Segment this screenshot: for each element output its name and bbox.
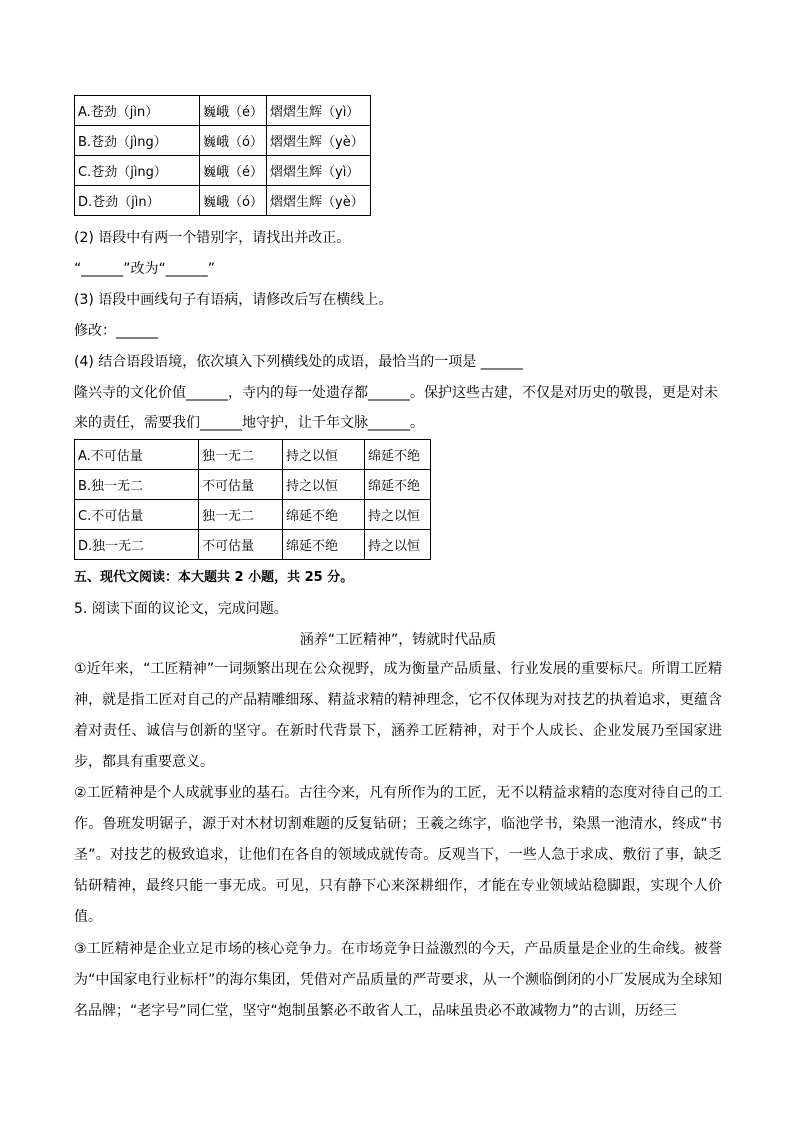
q4-option-a-cell-2: 独一无二	[199, 440, 283, 470]
option-b-cell-1: B.苍劲（jìng）	[75, 126, 200, 156]
q4-option-a-cell-3: 持之以恒	[283, 440, 365, 470]
option-d-cell-2: 巍峨（ó）	[200, 186, 267, 216]
article-paragraph-3: ③工匠精神是企业立足市场的核心竞争力。在市场竞争日益激烈的今天，产品质量是企业的生命线。被誉为“中国家电行业标杆”的海尔集团，凭借对产品质量的严苛要求，从一个濒临倒闭的小厂发展成为全球知名品牌；“老字号”同仁堂，坚守“炮制虽繁必不敢省人工，品味虽贵必不敢减物力”的古训，历经三	[74, 941, 722, 1019]
option-a-cell-1: A.苍劲（jìn）	[75, 96, 200, 126]
table-row	[75, 156, 371, 186]
section-5-heading: 五、现代文阅读：本大题共 2 小题，共 25 分。	[74, 570, 354, 585]
q4-option-c-cell-3: 绵延不绝	[283, 500, 365, 530]
q4-option-c-cell-4: 持之以恒	[365, 500, 431, 530]
option-c-cell-3: 熠熠生辉（yì）	[267, 156, 371, 186]
q4-option-d-cell-2: 不可估量	[199, 530, 283, 560]
article-paragraph-1: ①近年来，“工匠精神”一词频繁出现在公众视野，成为衡量产品质量、行业发展的重要标尺。所谓工匠精神，就是指工匠对自己的产品精雕细琢、精益求精的精神理念，它不仅体现为对技艺的执着追求，更蕴含着对责任、诚信与创新的坚守。在新时代背景下，涵养工匠精神，对于个人成长、企业发展乃至国家进步，都具有重要意义。	[74, 661, 722, 770]
table-row	[75, 96, 371, 126]
option-a-cell-2: 巍峨（é）	[200, 96, 267, 126]
q4-option-c-cell-1: C.不可估量	[75, 500, 199, 530]
option-c-cell-1: C.苍劲（jìng）	[75, 156, 200, 186]
q4-option-d-cell-3: 绵延不绝	[283, 530, 365, 560]
table-row	[75, 500, 431, 530]
q4-option-d-cell-4: 持之以恒	[365, 530, 431, 560]
q4-option-b-cell-3: 持之以恒	[283, 470, 365, 500]
option-c-cell-2: 巍峨（é）	[200, 156, 267, 186]
table-row	[75, 530, 431, 560]
q4-option-a-cell-1: A.不可估量	[75, 440, 199, 470]
option-d-cell-3: 熠熠生辉（yè）	[267, 186, 371, 216]
option-d-cell-1: D.苍劲（jìn）	[75, 186, 200, 216]
q1-options-table	[74, 95, 371, 216]
option-b-cell-3: 熠熠生辉（yè）	[267, 126, 371, 156]
table-row	[75, 440, 431, 470]
q5-intro: 5. 阅读下面的议论文，完成问题。	[74, 601, 288, 617]
table-row	[75, 126, 371, 156]
table-row	[75, 470, 431, 500]
q4-option-b-cell-1: B.独一无二	[75, 470, 199, 500]
q3-prompt: (3) 语段中画线句子有语病，请修改后写在横线上。	[74, 292, 393, 308]
q4-option-b-cell-4: 绵延不绝	[365, 470, 431, 500]
q4-option-b-cell-2: 不可估量	[199, 470, 283, 500]
q4-context-line-2: 来的责任，需要我们______地守护，让千年文脉______。	[74, 415, 424, 431]
q2-answer-line: “______”改为“______”	[74, 261, 216, 277]
q3-answer-line: 修改：______	[74, 323, 158, 339]
q4-option-a-cell-4: 绵延不绝	[365, 440, 431, 470]
q4-context-line-1: 隆兴寺的文化价值______，寺内的每一处遗存都______。保护这些古建，不仅是对历史的敬畏，更是对未	[74, 385, 718, 401]
q2-prompt: (2) 语段中有两一个错别字，请找出并改正。	[74, 230, 351, 246]
q4-option-d-cell-1: D.独一无二	[75, 530, 199, 560]
q4-options-table	[74, 439, 431, 560]
table-row	[75, 186, 371, 216]
article-title: 涵养“工匠精神”，铸就时代品质	[299, 632, 497, 648]
article-paragraph-2: ②工匠精神是个人成就事业的基石。古往今来，凡有所作为的工匠，无不以精益求精的态度对待自己的工作。鲁班发明锯子，源于对木材切割难题的反复钻研；王羲之练字，临池学书，染黑一池清水，终成“书圣”。对技艺的极致追求，让他们在各自的领域成就传奇。反观当下，一些人急于求成、敷衍了事，缺乏钻研精神，最终只能一事无成。可见，只有静下心来深耕细作，才能在专业领域站稳脚跟，实现个人价值。	[74, 785, 722, 925]
option-b-cell-2: 巍峨（ó）	[200, 126, 267, 156]
option-a-cell-3: 熠熠生辉（yì）	[267, 96, 371, 126]
q4-option-c-cell-2: 独一无二	[199, 500, 283, 530]
q4-prompt: (4) 结合语段语境，依次填入下列横线处的成语，最恰当的一项是 ______	[74, 354, 523, 370]
